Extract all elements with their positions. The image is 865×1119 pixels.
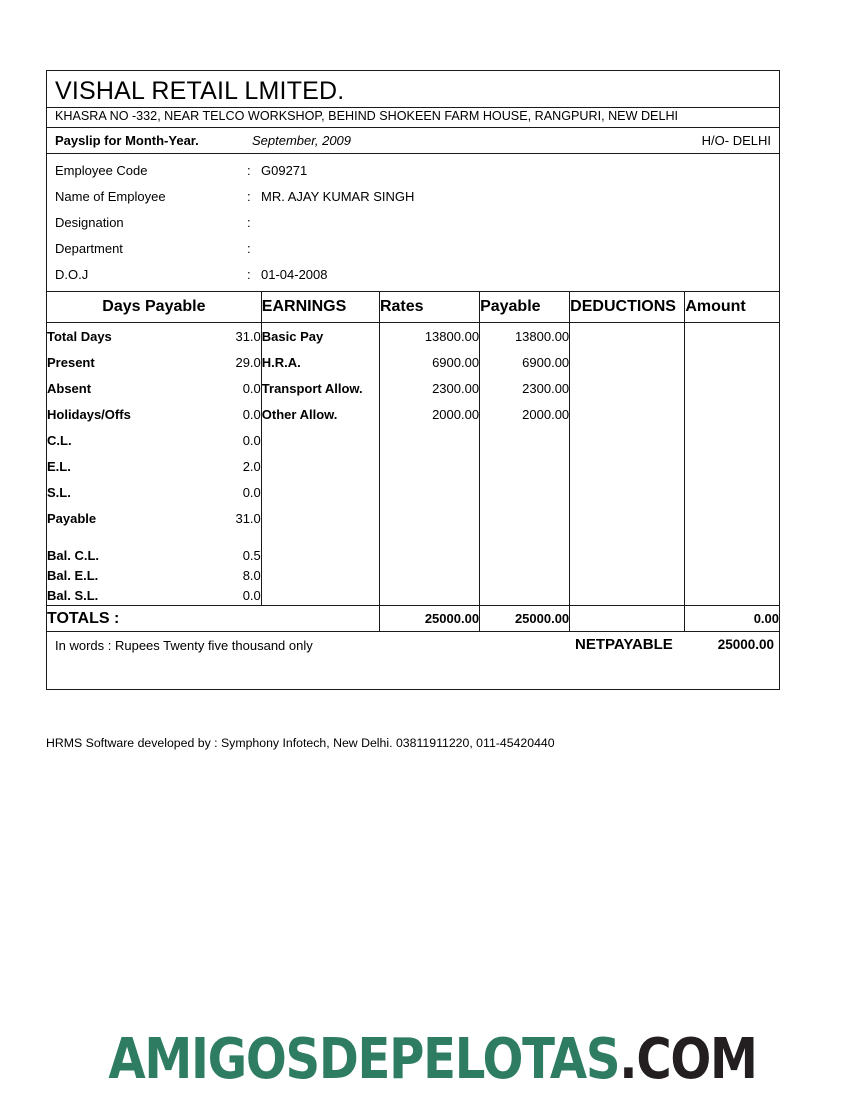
day-value: 2.0 (189, 453, 261, 479)
day-label: E.L. (47, 458, 71, 474)
colon-separator: : (247, 188, 251, 204)
employee-detail-row (47, 183, 779, 209)
earning-label (261, 531, 379, 545)
earning-rate (379, 479, 479, 505)
deduction-label (570, 479, 685, 505)
deduction-amount (685, 323, 779, 350)
earning-payable (480, 479, 570, 505)
earning-rate: 2000.00 (379, 401, 479, 427)
earning-label (261, 427, 379, 453)
payslip-office-label: H/O- DELHI (701, 133, 771, 149)
company-header (47, 71, 779, 128)
totals-label: TOTALS : (47, 606, 261, 632)
column-header-days-payable: Days Payable (47, 292, 261, 323)
earning-payable (480, 585, 570, 606)
doj-label: D.O.J (55, 266, 89, 282)
earning-payable (480, 505, 570, 531)
payslip-month-row (47, 128, 779, 154)
earning-payable (480, 453, 570, 479)
day-label: Holidays/Offs (47, 406, 131, 422)
payslip-earnings-table (47, 292, 779, 632)
deduction-label (570, 565, 685, 585)
day-label: Bal. C.L. (47, 547, 100, 563)
totals-amount: 0.00 (685, 606, 779, 632)
company-name: VISHAL RETAIL LMITED. (55, 77, 345, 105)
colon-separator: : (247, 266, 251, 282)
colon-separator: : (247, 214, 251, 230)
column-header-deductions: DEDUCTIONS (570, 292, 685, 323)
day-value: 8.0 (189, 565, 261, 585)
employee-code-value: G09271 (261, 162, 308, 178)
table-row (47, 401, 779, 427)
earning-label (261, 565, 379, 585)
site-watermark (61, 1027, 805, 1092)
colon-separator: : (247, 240, 251, 256)
earning-label (261, 505, 379, 531)
employee-detail-row (47, 157, 779, 183)
deduction-amount (685, 427, 779, 453)
earning-rate: 6900.00 (379, 349, 479, 375)
earning-payable: 13800.00 (480, 323, 570, 350)
employee-detail-row (47, 209, 779, 235)
earning-rate (379, 565, 479, 585)
earning-label (261, 479, 379, 505)
day-value: 0.0 (189, 479, 261, 505)
earning-rate: 2300.00 (379, 375, 479, 401)
earning-payable (480, 531, 570, 545)
totals-rates: 25000.00 (379, 606, 479, 632)
netpayable-value: 25000.00 (717, 637, 774, 653)
earning-label (261, 545, 379, 565)
day-label: C.L. (47, 432, 72, 448)
employee-name-value: MR. AJAY KUMAR SINGH (261, 188, 415, 204)
deduction-amount (685, 505, 779, 531)
earning-payable: 2300.00 (480, 375, 570, 401)
deduction-amount (685, 453, 779, 479)
day-label: Bal. S.L. (47, 587, 99, 603)
day-label: Present (47, 354, 95, 370)
doj-value: 01-04-2008 (261, 266, 328, 282)
column-header-rates: Rates (379, 292, 479, 323)
totals-earnings-blank (261, 606, 379, 632)
deduction-amount (685, 585, 779, 606)
table-row (47, 453, 779, 479)
totals-payable: 25000.00 (480, 606, 570, 632)
deduction-label (570, 349, 685, 375)
employee-details (47, 154, 779, 292)
employee-detail-row (47, 235, 779, 261)
amount-in-words: In words : Rupees Twenty five thousand only (55, 638, 313, 654)
summary-band (47, 632, 779, 689)
deduction-amount (685, 565, 779, 585)
column-header-payable: Payable (480, 292, 570, 323)
employee-name-label: Name of Employee (55, 188, 166, 204)
earning-rate (379, 545, 479, 565)
table-row (47, 349, 779, 375)
day-value: 0.0 (189, 427, 261, 453)
earning-label (261, 585, 379, 606)
totals-deductions (570, 606, 685, 632)
earning-rate (379, 427, 479, 453)
day-label: Bal. E.L. (47, 567, 99, 583)
watermark-main-text: AMIGOSDEPELOTAS (108, 1027, 620, 1092)
software-credit-line: HRMS Software developed by : Symphony Infotech, New Delhi. 03811911220, 011-45420440 (46, 736, 555, 750)
table-row (47, 585, 779, 606)
table-row (47, 545, 779, 565)
designation-label: Designation (55, 214, 124, 230)
day-label: Absent (47, 380, 92, 396)
deduction-amount (685, 401, 779, 427)
earning-label (261, 453, 379, 479)
payslip-month-label: Payslip for Month-Year. (55, 133, 199, 149)
table-header-row (47, 292, 779, 323)
deduction-amount (685, 375, 779, 401)
day-value: 0.0 (189, 375, 261, 401)
day-value: 0.0 (189, 585, 261, 606)
company-address: KHASRA NO -332, NEAR TELCO WORKSHOP, BEHIND SHOKEEN FARM HOUSE, RANGPURI, NEW DELHI (47, 107, 779, 127)
day-value: 31.0 (189, 505, 261, 531)
deduction-label (570, 323, 685, 350)
deduction-amount (685, 531, 779, 545)
day-value: 0.0 (189, 401, 261, 427)
earning-label: Other Allow. (261, 401, 379, 427)
deduction-label (570, 427, 685, 453)
table-row (47, 479, 779, 505)
day-label (47, 531, 189, 545)
day-value (189, 531, 261, 545)
earning-payable (480, 427, 570, 453)
day-label: S.L. (47, 484, 71, 500)
table-row (47, 375, 779, 401)
payslip-month-value: September, 2009 (252, 133, 352, 149)
earning-payable: 2000.00 (480, 401, 570, 427)
day-value: 29.0 (189, 349, 261, 375)
day-value: 31.0 (189, 323, 261, 350)
employee-detail-row (47, 261, 779, 287)
table-row (47, 427, 779, 453)
deduction-label (570, 585, 685, 606)
watermark-tld-text: .COM (619, 1027, 757, 1092)
earning-rate (379, 531, 479, 545)
deduction-label (570, 401, 685, 427)
earning-rate (379, 585, 479, 606)
day-value: 0.5 (189, 545, 261, 565)
earning-payable (480, 565, 570, 585)
deduction-label (570, 375, 685, 401)
earning-label: Basic Pay (261, 323, 379, 350)
colon-separator: : (247, 162, 251, 178)
day-label: Payable (47, 510, 97, 526)
deduction-label (570, 505, 685, 531)
deduction-label (570, 531, 685, 545)
payslip-document (46, 70, 780, 690)
earning-rate: 13800.00 (379, 323, 479, 350)
employee-code-label: Employee Code (55, 162, 148, 178)
table-row (47, 505, 779, 531)
earning-rate (379, 505, 479, 531)
deduction-amount (685, 479, 779, 505)
deduction-label (570, 545, 685, 565)
earning-label: Transport Allow. (261, 375, 379, 401)
earning-payable: 6900.00 (480, 349, 570, 375)
deduction-label (570, 453, 685, 479)
table-row (47, 323, 779, 350)
earning-payable (480, 545, 570, 565)
earning-label: H.R.A. (261, 349, 379, 375)
netpayable-label: NETPAYABLE (575, 636, 673, 654)
deduction-amount (685, 349, 779, 375)
table-row (47, 565, 779, 585)
table-spacer-row (47, 531, 779, 545)
table-totals-row (47, 606, 779, 632)
column-header-earnings: EARNINGS (261, 292, 379, 323)
column-header-amount: Amount (685, 292, 779, 323)
department-label: Department (55, 240, 123, 256)
day-label: Total Days (47, 328, 112, 344)
earning-rate (379, 453, 479, 479)
deduction-amount (685, 545, 779, 565)
